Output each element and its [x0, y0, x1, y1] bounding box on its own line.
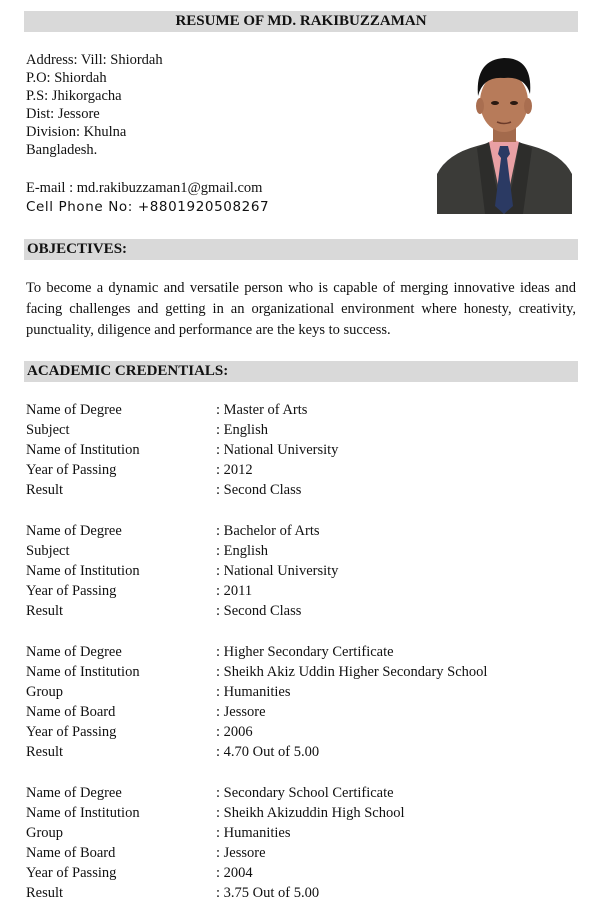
credential-row [26, 440, 576, 460]
credential-value: : English [216, 543, 268, 559]
credential-label: Year of Passing [26, 724, 117, 740]
credential-value: : National University [216, 563, 339, 579]
credential-label: Result [26, 603, 64, 619]
profile-photo [437, 46, 572, 214]
credential-value: : English [216, 422, 268, 438]
credential-label: Group [26, 825, 64, 841]
person-portrait-icon [437, 46, 572, 214]
credential-row [26, 480, 576, 500]
credential-value: : Jessore [216, 704, 266, 720]
credential-label: Name of Institution [26, 442, 140, 458]
objectives-text: To become a dynamic and versatile person who is capable of merging innovative ideas and facing challenges and getting in an organizational environment where honesty, creativity, punctuality, diligence and performance are the keys to success. [26, 280, 576, 338]
credential-label: Name of Institution [26, 805, 140, 821]
credential-label: Name of Board [26, 845, 116, 861]
address-line: P.S: Jhikorgacha [26, 88, 122, 104]
address-line: Dist: Jessore [26, 106, 100, 122]
credential-label: Group [26, 684, 64, 700]
phone-line: Cell Phone No: +8801920508267 [26, 199, 270, 215]
credential-row [26, 662, 576, 682]
credential-label: Name of Degree [26, 785, 122, 801]
credential-value: : 2011 [216, 583, 253, 599]
credential-value: : 3.75 Out of 5.00 [216, 885, 320, 901]
credential-value: : Master of Arts [216, 402, 308, 418]
credential-row [26, 460, 576, 480]
credential-value: : Secondary School Certificate [216, 785, 394, 801]
credential-label: Result [26, 744, 64, 760]
credential-row [26, 541, 576, 561]
credential-row [26, 863, 576, 883]
credential-row [26, 400, 576, 420]
credential-value: : Humanities [216, 684, 291, 700]
credential-row [26, 521, 576, 541]
address-line: Division: Khulna [26, 124, 127, 140]
credential-value: : 2004 [216, 865, 253, 881]
credential-row [26, 601, 576, 621]
credential-value: : 2006 [216, 724, 253, 740]
credential-row [26, 742, 576, 762]
credential-label: Name of Degree [26, 402, 122, 418]
credential-value: : Second Class [216, 482, 302, 498]
credential-label: Result [26, 482, 64, 498]
credential-row [26, 581, 576, 601]
credential-row [26, 420, 576, 440]
credential-row [26, 843, 576, 863]
credential-value: : Higher Secondary Certificate [216, 644, 394, 660]
credential-label: Name of Degree [26, 523, 122, 539]
credential-value: : 2012 [216, 462, 253, 478]
credential-row [26, 783, 576, 803]
credential-row [26, 803, 576, 823]
credential-label: Subject [26, 422, 70, 438]
address-line: Address: Vill: Shiordah [26, 52, 163, 68]
objectives-heading: OBJECTIVES: [24, 239, 578, 260]
credential-row [26, 561, 576, 581]
credential-label: Year of Passing [26, 583, 117, 599]
address-line: P.O: Shiordah [26, 70, 107, 86]
credential-label: Name of Institution [26, 563, 140, 579]
credential-label: Year of Passing [26, 462, 117, 478]
credential-value: : Jessore [216, 845, 266, 861]
credential-label: Subject [26, 543, 70, 559]
credential-label: Year of Passing [26, 865, 117, 881]
academic-heading: ACADEMIC CREDENTIALS: [24, 361, 578, 382]
credential-label: Result [26, 885, 64, 901]
credential-label: Name of Degree [26, 644, 122, 660]
credential-value: : 4.70 Out of 5.00 [216, 744, 320, 760]
credential-value: : Sheikh Akizuddin High School [216, 805, 405, 821]
credential-row [26, 682, 576, 702]
credential-row [26, 642, 576, 662]
credential-label: Name of Board [26, 704, 116, 720]
credential-value: : Humanities [216, 825, 291, 841]
credential-row [26, 883, 576, 903]
address-line: Bangladesh. [26, 142, 98, 158]
credential-row [26, 823, 576, 843]
credential-row [26, 722, 576, 742]
credential-value: : National University [216, 442, 339, 458]
email-line: E-mail : md.rakibuzzaman1@gmail.com [26, 180, 263, 196]
resume-title: RESUME OF MD. RAKIBUZZAMAN [24, 11, 578, 32]
credential-value: : Sheikh Akiz Uddin Higher Secondary School [216, 664, 488, 680]
credential-value: : Bachelor of Arts [216, 523, 320, 539]
credential-value: : Second Class [216, 603, 302, 619]
credential-row [26, 702, 576, 722]
credential-label: Name of Institution [26, 664, 140, 680]
